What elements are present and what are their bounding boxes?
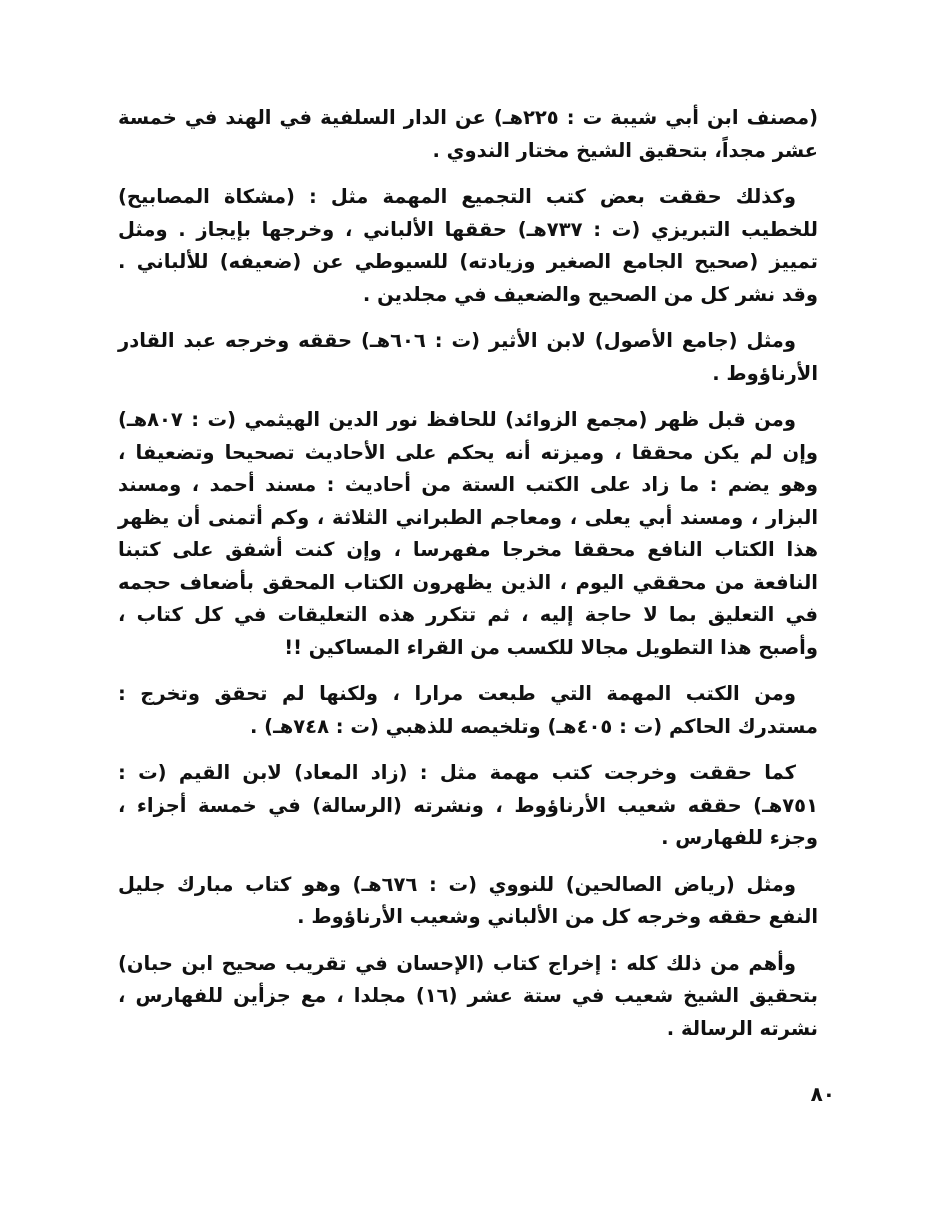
paragraph-majma-al-zawaid: ومن قبل ظهر (مجمع الزوائد) للحافظ نور الدين الهيثمي (ت : ٨٠٧هـ) وإن لم يكن محققا ، وميزته أنه يحكم على الأحاديث تصحيحا وتضعيفا ، وهو يضم : ما زاد على الكتب الستة من أحاديث : مسند أحمد ، ومسند البزار ، ومسند أبي يعلى ، ومعاجم الطبراني الثلاثة ، وكم أتمنى أن يظهر هذا الكتاب النافع محققا مخرجا مفهرسا ، وإن كنت أشفق على كتبنا النافعة من محققي اليوم ، الذين يظهرون الكتاب المحقق بأضعاف حجمه في التعليق بما لا حاجة إليه ، ثم تتكرر هذه التعليقات في كل كتاب ، وأصبح هذا التطويل مجالا للكسب من القراء المساكين !! xyxy=(118,408,818,659)
paragraph-mishkat: وكذلك حققت بعض كتب التجميع المهمة مثل : (مشكاة المصابيح) للخطيب التبريزي (ت : ٧٣٧هـ) حققها الألباني ، وخرجها بإيجاز . ومثل تمييز (صحيح الجامع الصغير وزيادته) للسيوطي عن (ضعيفه) للألباني . وقد نشر كل من الصحيح والضعيف في مجلدين . xyxy=(118,185,819,306)
paragraph-musannaf: (مصنف ابن أبي شيبة ت : ٢٢٥هـ) عن الدار السلفية في الهند في خمسة عشر مجداً، بتحقيق الشيخ مختار الندوي . xyxy=(118,106,818,162)
paragraph-mustadrak: ومن الكتب المهمة التي طبعت مرارا ، ولكنها لم تحقق وتخرج : مستدرك الحاكم (ت : ٤٠٥هـ) وتلخيصه للذهبي (ت : ٧٤٨هـ) . xyxy=(118,682,818,738)
paragraph-jami-al-usul: ومثل (جامع الأصول) لابن الأثير (ت : ٦٠٦هـ) حققه وخرجه عبد القادر الأرناؤوط . xyxy=(118,329,818,385)
page-number: ٨٠ xyxy=(810,1082,835,1106)
paragraph-al-ihsan: وأهم من ذلك كله : إخراج كتاب (الإحسان في تقريب صحيح ابن حبان) بتحقيق الشيخ شعيب في ستة عشر (١٦) مجلدا ، مع جزأين للفهارس ، نشرته الرسالة . xyxy=(118,951,818,1040)
paragraph-zad-al-maad: كما حققت وخرجت كتب مهمة مثل : (زاد المعاد) لابن القيم (ت : ٧٥١هـ) حققه شعيب الأرناؤوط ، ونشرته (الرسالة) في خمسة أجزاء ، وجزء للفهارس . xyxy=(118,761,818,849)
paragraph-riyad-al-salihin: ومثل (رياض الصالحين) للنووي (ت : ٦٧٦هـ) وهو كتاب مبارك جليل النفع حققه وخرجه كل من الألباني وشعيب الأرناؤوط . xyxy=(118,872,818,928)
body-text xyxy=(118,102,818,1059)
